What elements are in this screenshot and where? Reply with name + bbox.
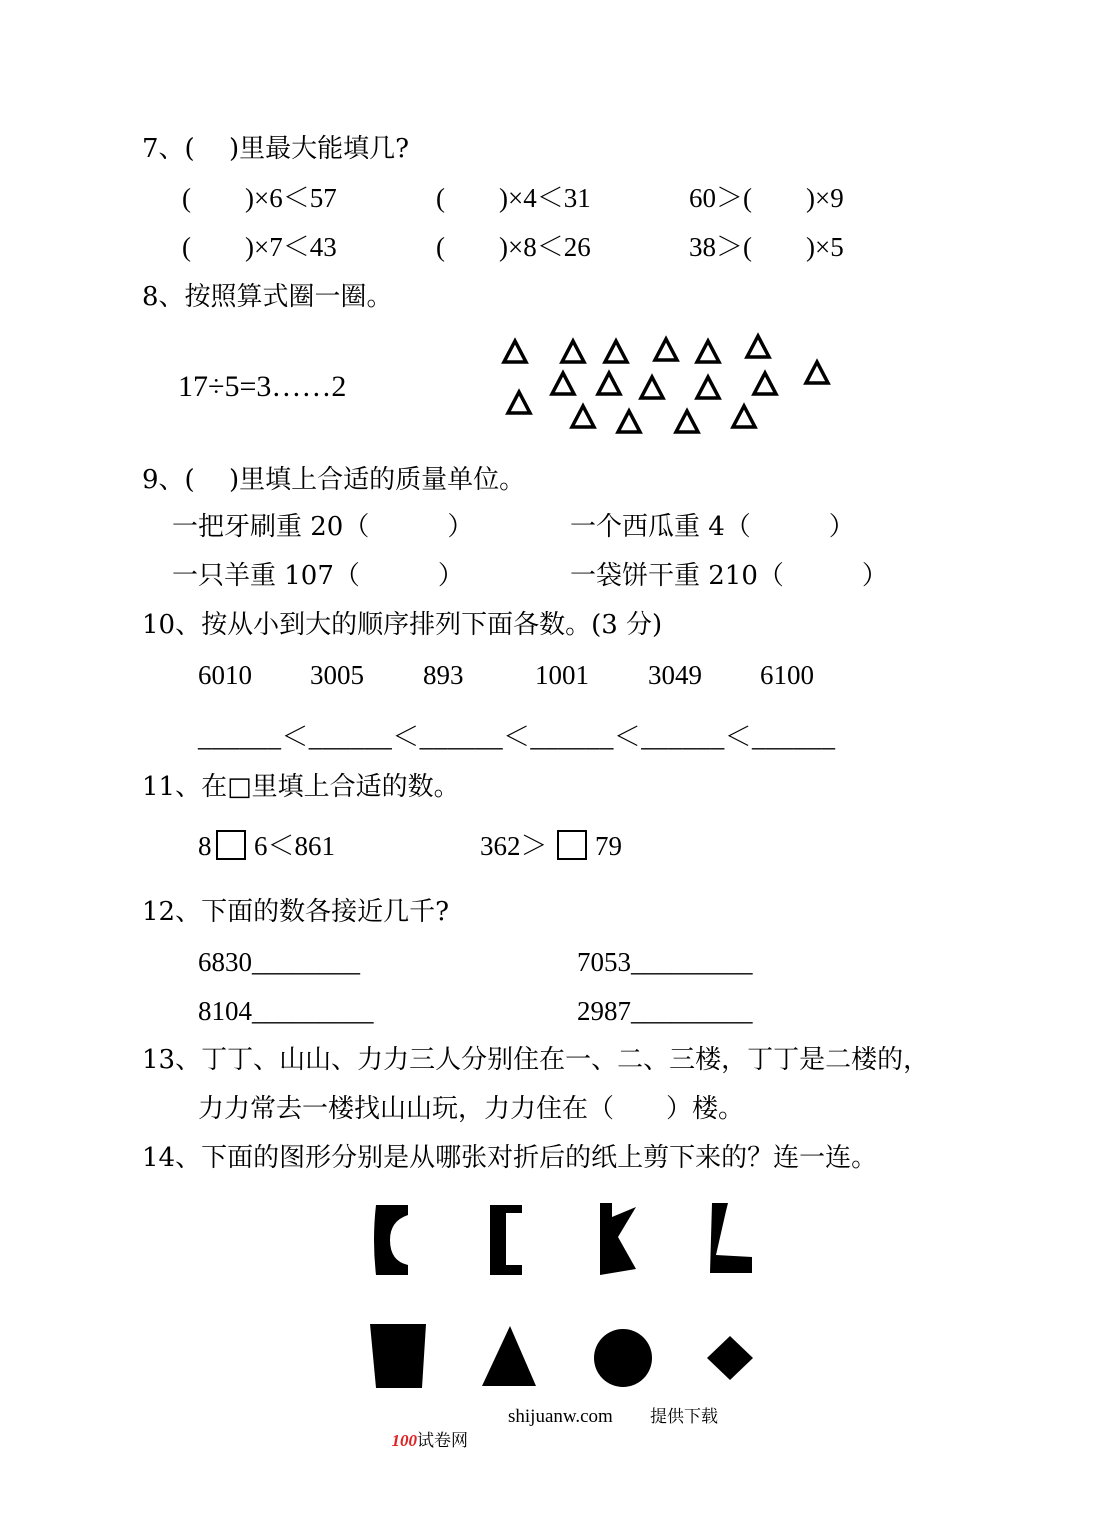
folded-crescent-icon bbox=[374, 1205, 408, 1275]
q10-number: 893 bbox=[423, 660, 464, 690]
diamond-icon bbox=[707, 1336, 753, 1380]
q14-title: 14、下面的图形分别是从哪张对折后的纸上剪下来的？连一连。 bbox=[142, 1143, 878, 1173]
triangle-solid-icon bbox=[482, 1326, 536, 1386]
q11-expr1-left: 8 bbox=[198, 831, 212, 861]
circle-icon bbox=[594, 1329, 652, 1387]
q9-item: 一把牙刷重 20（ ） bbox=[172, 512, 474, 542]
folded-notch-icon bbox=[600, 1203, 636, 1275]
q7-item: ( )×7＜43 bbox=[182, 232, 337, 262]
q9-item: 一只羊重 107（ ） bbox=[172, 561, 464, 591]
q7-item: ( )×6＜57 bbox=[182, 183, 337, 213]
q8-formula: 17÷5=3……2 bbox=[178, 370, 347, 403]
q8-title: 8、按照算式圈一圈。 bbox=[142, 282, 393, 312]
q11-title: 11、在□里填上合适的数。 bbox=[142, 772, 460, 802]
triangle-icon bbox=[641, 377, 663, 398]
triangle-icon bbox=[655, 339, 677, 360]
q10-number: 3049 bbox=[648, 660, 702, 690]
q7-item: ( )×4＜31 bbox=[436, 183, 591, 213]
q10-title: 10、按从小到大的顺序排列下面各数。(3 分) bbox=[142, 610, 663, 640]
q11-expr1-right: 6＜861 bbox=[254, 831, 335, 861]
folded-paper-row bbox=[360, 1195, 760, 1285]
triangle-icon bbox=[676, 411, 698, 432]
triangle-icon bbox=[504, 341, 526, 362]
triangle-icon bbox=[806, 362, 828, 383]
cut-shapes-row bbox=[360, 1318, 760, 1398]
triangle-icon bbox=[754, 373, 776, 394]
q12-item[interactable]: 8104_________ bbox=[198, 996, 374, 1026]
folded-bracket-icon bbox=[490, 1205, 522, 1275]
q12-title: 12、下面的数各接近几千? bbox=[142, 897, 450, 927]
triangle-icon bbox=[605, 341, 627, 362]
triangle-icon bbox=[508, 392, 530, 413]
triangle-icon bbox=[572, 406, 594, 427]
q11-expr2-right: 79 bbox=[595, 831, 622, 861]
triangle-icon bbox=[598, 373, 620, 394]
triangle-icon bbox=[697, 377, 719, 398]
q10-number: 6100 bbox=[760, 660, 814, 690]
q12-item[interactable]: 7053_________ bbox=[577, 947, 753, 977]
trapezoid-icon bbox=[370, 1324, 426, 1388]
q12-item[interactable]: 6830________ bbox=[198, 947, 360, 977]
q7-title: 7、( )里最大能填几? bbox=[142, 134, 410, 164]
q10-answer-line[interactable]: ______＜______＜______＜______＜______＜______ bbox=[198, 722, 836, 752]
folded-slant-icon bbox=[710, 1203, 752, 1273]
q12-item[interactable]: 2987_________ bbox=[577, 996, 753, 1026]
footer-site bbox=[380, 1405, 468, 1453]
q10-number: 1001 bbox=[535, 660, 589, 690]
triangle-icon bbox=[733, 406, 755, 427]
q7-item: ( )×8＜26 bbox=[436, 232, 591, 262]
triangle-icon bbox=[747, 336, 769, 357]
q10-number: 3005 bbox=[310, 660, 364, 690]
triangle-icon bbox=[697, 341, 719, 362]
footer-url[interactable]: shijuanw.com bbox=[508, 1406, 613, 1427]
triangles-group bbox=[490, 325, 850, 445]
q13-line-1: 13、丁丁、山山、力力三人分别住在一、二、三楼，丁丁是二楼的， bbox=[142, 1045, 930, 1075]
site-name: 试卷网 bbox=[416, 1431, 468, 1451]
q7-item: 60＞( )×9 bbox=[689, 183, 844, 213]
triangle-icon bbox=[552, 373, 574, 394]
q11-answer-box-1[interactable] bbox=[216, 830, 246, 860]
site-logo: 100 bbox=[391, 1431, 417, 1450]
q7-item: 38＞( )×5 bbox=[689, 232, 844, 262]
q13-line-2: 力力常去一楼找山山玩，力力住在（ ）楼。 bbox=[198, 1094, 745, 1124]
q9-item: 一个西瓜重 4（ ） bbox=[570, 512, 855, 542]
triangle-icon bbox=[562, 341, 584, 362]
q9-item: 一袋饼干重 210（ ） bbox=[570, 561, 888, 591]
q11-answer-box-2[interactable] bbox=[557, 830, 587, 860]
q9-title: 9、( )里填上合适的质量单位。 bbox=[142, 465, 526, 495]
triangle-icon bbox=[618, 411, 640, 432]
q11-expr2-left: 362＞ bbox=[480, 831, 548, 861]
footer-note: 提供下载 bbox=[650, 1407, 718, 1427]
q10-number: 6010 bbox=[198, 660, 252, 690]
